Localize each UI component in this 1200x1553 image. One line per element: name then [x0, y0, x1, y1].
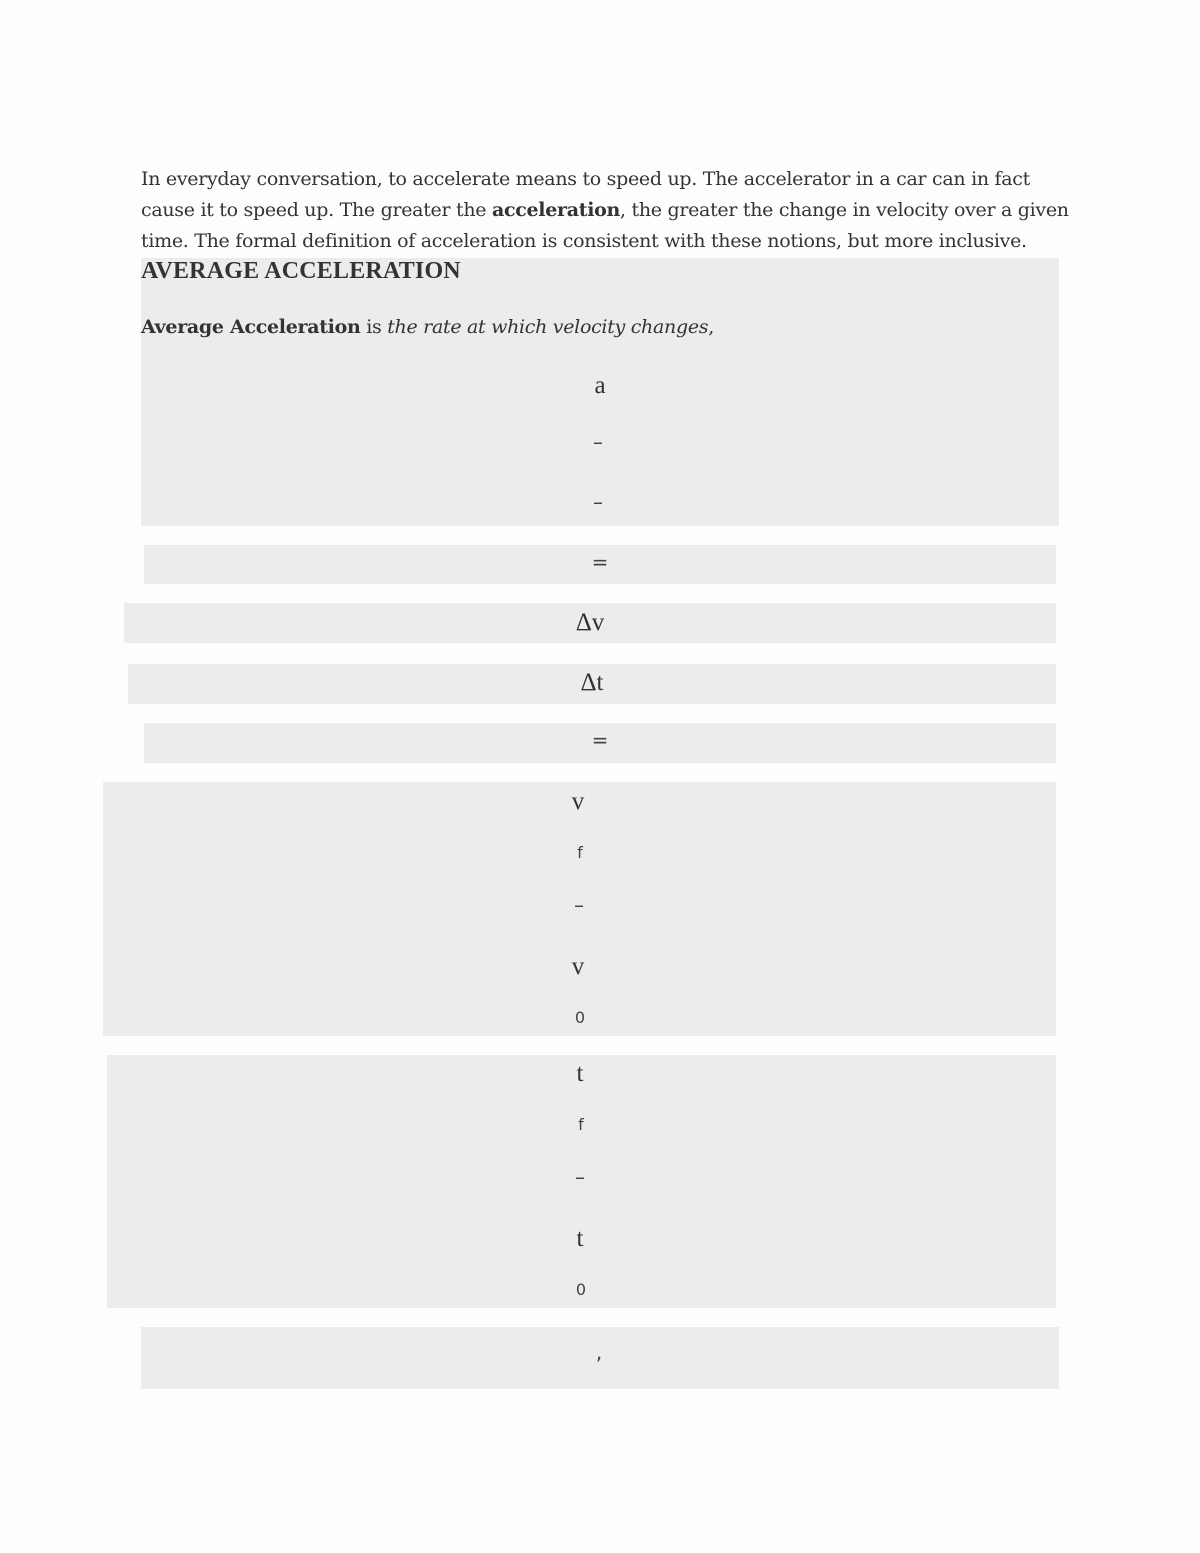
time-final-symbol: t	[576, 1060, 584, 1087]
minus-velocity: –	[574, 893, 584, 917]
intro-bold-term: acceleration	[491, 199, 621, 221]
definition-comma: ,	[708, 316, 714, 338]
definition-italic: the rate at which velocity changes	[387, 316, 709, 338]
trailing-comma: ,	[595, 1340, 603, 1364]
equals-2: =	[591, 728, 609, 752]
subscript-0-velocity: 0	[574, 1008, 586, 1027]
intro-text-2: , the greater the change in velocity over a given time. The formal definition of acceleration is consistent with these notions, but more inclusive.	[141, 199, 1069, 252]
definition-is: is	[360, 316, 388, 338]
delta-v: Δv	[575, 609, 605, 636]
section-heading: AVERAGE ACCELERATION	[141, 258, 461, 284]
equals-1: =	[591, 550, 609, 574]
intro-paragraph	[141, 164, 1071, 257]
velocity-initial-symbol: v	[571, 953, 585, 980]
subscript-f-time: f	[578, 1115, 584, 1134]
subscript-f-velocity: f	[577, 843, 583, 862]
delta-t: Δt	[580, 669, 604, 696]
definition-term: Average Acceleration	[141, 316, 361, 338]
time-initial-symbol: t	[576, 1225, 584, 1252]
minus-time: –	[575, 1165, 585, 1189]
bar-1: –	[593, 430, 603, 454]
symbol-a: a	[594, 372, 606, 399]
definition-line	[141, 316, 714, 338]
velocity-final-symbol: v	[571, 788, 585, 815]
intro-text-1: In everyday conversation, to accelerate means to speed up. The accelerator in a car can in fact cause it to speed up. The greater the	[141, 168, 1030, 221]
subscript-0-time: 0	[575, 1280, 587, 1299]
bar-2: –	[593, 490, 603, 514]
